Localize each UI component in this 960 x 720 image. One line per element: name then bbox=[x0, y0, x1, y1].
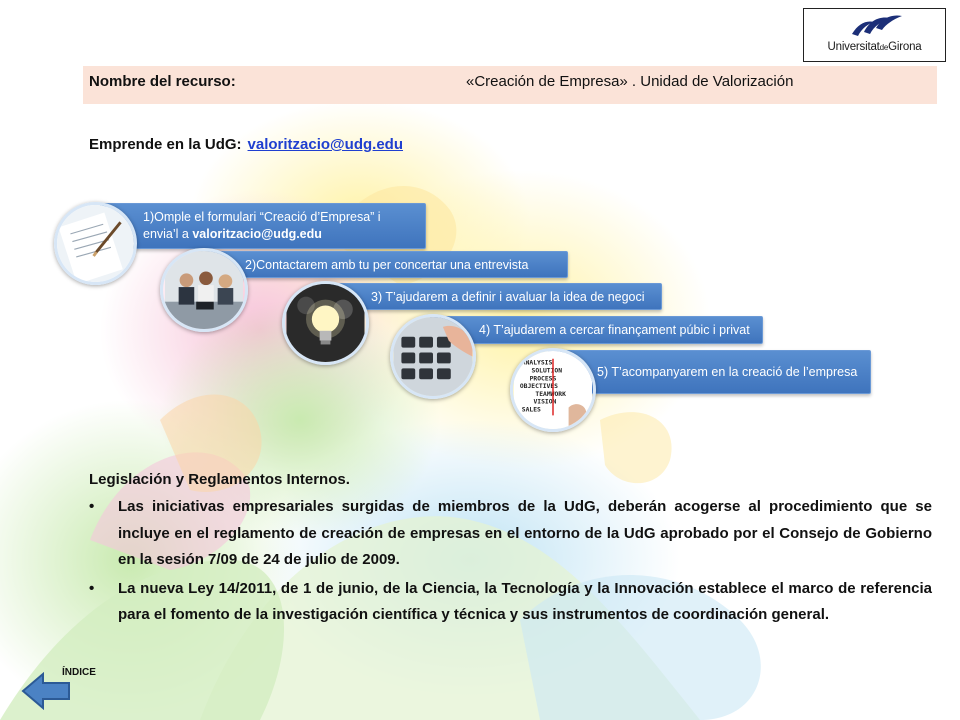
svg-text:VISION: VISION bbox=[533, 398, 557, 406]
resource-label: Nombre del recurso: bbox=[89, 73, 236, 90]
email-link[interactable]: valoritzacio@udg.edu bbox=[247, 136, 404, 153]
emprende-line bbox=[89, 136, 403, 153]
svg-text:PROCESS: PROCESS bbox=[529, 375, 557, 383]
bullet-text: Las iniciativas empresariales surgidas de miembros de la UdG, deberán acogerse al procedimiento que se incluye en el reglamento de creación de empresas en el entorno de la UdG aprobado por el Consejo de Gobierno en la sesión 7/09 de 24 de julio de 2009. bbox=[118, 498, 932, 568]
svg-text:SALES: SALES bbox=[521, 406, 541, 414]
step-3-bar bbox=[320, 283, 662, 310]
logo-wordmark: UniversitatdeGirona bbox=[827, 41, 922, 53]
svg-text:OBJECTIVES: OBJECTIVES bbox=[519, 383, 558, 391]
resource-value: «Creación de Empresa» . Unidad de Valorización bbox=[466, 73, 794, 90]
birds-logo-icon bbox=[848, 12, 904, 40]
step-4-bar bbox=[430, 316, 763, 344]
meeting-image bbox=[160, 248, 248, 332]
svg-text:ANALYSIS: ANALYSIS bbox=[521, 359, 553, 367]
list-item bbox=[89, 576, 932, 629]
left-arrow-icon[interactable] bbox=[21, 672, 71, 710]
step-1-line1: 1)Omple el formulari “Creació d’Empresa” i bbox=[143, 210, 381, 224]
step-1-bar bbox=[100, 203, 426, 249]
step-5-bar bbox=[548, 350, 871, 394]
emprende-label: Emprende en la UdG: bbox=[89, 136, 242, 153]
step-5-text: 5) T’acompanyarem en la creació de l’empresa bbox=[597, 365, 858, 379]
step-2-bar bbox=[200, 251, 568, 278]
lightbulb-image bbox=[282, 281, 369, 365]
step-1-line2: envia’l a valoritzacio@udg.edu bbox=[143, 227, 322, 241]
indice-label: ÍNDICE bbox=[62, 667, 96, 678]
bullet-dot: • bbox=[89, 498, 95, 515]
bullet-text: La nueva Ley 14/2011, de 1 de junio, de la Ciencia, la Tecnología y la Innovación establece el marco de referencia para el fomento de la investigación científica y técnica y sus instrumentos de coordinación general. bbox=[118, 579, 932, 623]
legislation-title: Legislación y Reglamentos Internos. bbox=[89, 471, 350, 488]
step-4-text: 4) T’ajudarem a cercar finançament púbic i privat bbox=[479, 323, 750, 337]
bullet-dot: • bbox=[89, 579, 95, 597]
svg-text:TEAMWORK: TEAMWORK bbox=[535, 390, 566, 398]
list-item bbox=[89, 494, 932, 574]
svg-text:SOLUTION: SOLUTION bbox=[531, 367, 563, 375]
document-signing-image bbox=[54, 202, 137, 285]
calculator-image bbox=[390, 314, 476, 399]
step-2-text: 2)Contactarem amb tu per concertar una entrevista bbox=[245, 257, 529, 272]
legislation-bullets bbox=[89, 494, 932, 631]
business-words-image bbox=[510, 348, 596, 432]
resource-name-bar bbox=[83, 66, 937, 104]
step-3-text: 3) T’ajudarem a definir i avaluar la idea de negoci bbox=[371, 289, 645, 304]
university-logo bbox=[803, 8, 946, 62]
